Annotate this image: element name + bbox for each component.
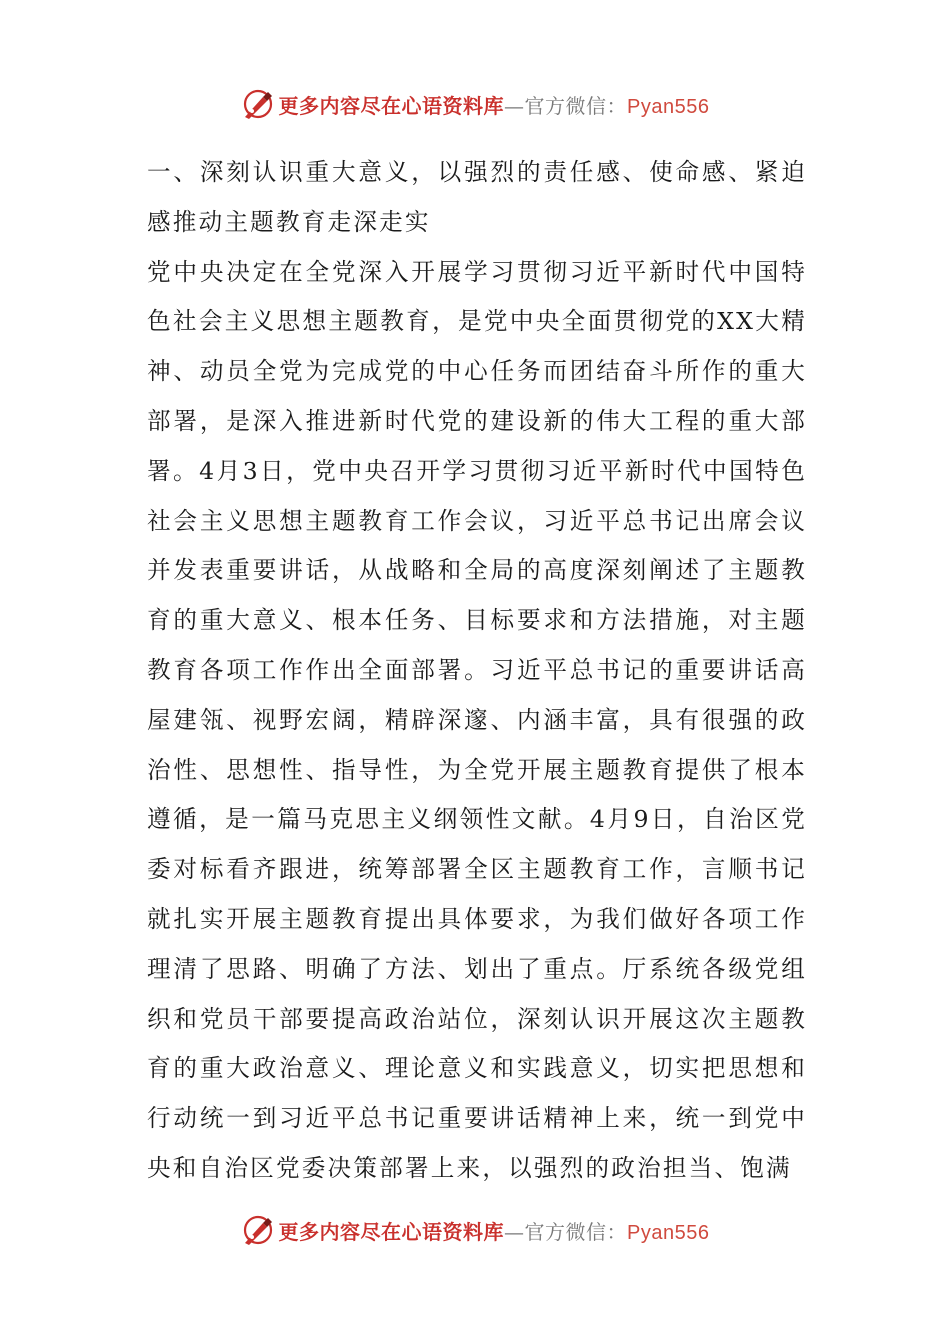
pen-logo-icon bbox=[241, 87, 275, 121]
body-paragraph: 党中央决定在全党深入开展学习贯彻习近平新时代中国特色社会主义思想主题教育，是党中央全面贯彻党的XX大精神、动员全党为完成党的中心任务而团结奋斗所作的重大部署，是深入推进新时代党的建设新的伟大工程的重大部署。4月3日，党中央召开学习贯彻习近平新时代中国特色社会主义思想主题教育工作会议，习近平总书记出席会议并发表重要讲话，从战略和全局的高度深刻阐述了主题教育的重大意义、根本任务、目标要求和方法措施，对主题教育各项工作作出全面部署。习近平总书记的重要讲话高屋建瓴、视野宏阔，精辟深邃、内涵丰富，具有很强的政治性、思想性、指导性，为全党开展主题教育提供了根本遵循，是一篇马克思主义纲领性文献。4月9日，自治区党委对标看齐跟进，统筹部署全区主题教育工作，言顺书记就扎实开展主题教育提出具体要求，为我们做好各项工作理清了思路、明确了方法、划出了重点。厅系统各级党组织和党员干部要提高政治站位，深刻认识开展这次主题教育的重大政治意义、理论意义和实践意义，切实把思想和行动统一到习近平总书记重要讲话精神上来，统一到党中央和自治区党委决策部署上来，以强烈的政治担当、饱满 bbox=[147, 257, 807, 1182]
section-heading: 一、深刻认识重大意义，以强烈的责任感、使命感、紧迫感推动主题教育走深走实 bbox=[147, 158, 807, 236]
pen-logo-icon bbox=[241, 1213, 275, 1247]
watermark-text: 更多内容尽在心语资料库—官方微信：Pyan556 bbox=[278, 1219, 710, 1244]
watermark-text: 更多内容尽在心语资料库—官方微信：Pyan556 bbox=[278, 93, 710, 118]
header-watermark bbox=[0, 84, 950, 124]
document-body bbox=[147, 148, 807, 1194]
footer-watermark bbox=[0, 1210, 950, 1250]
